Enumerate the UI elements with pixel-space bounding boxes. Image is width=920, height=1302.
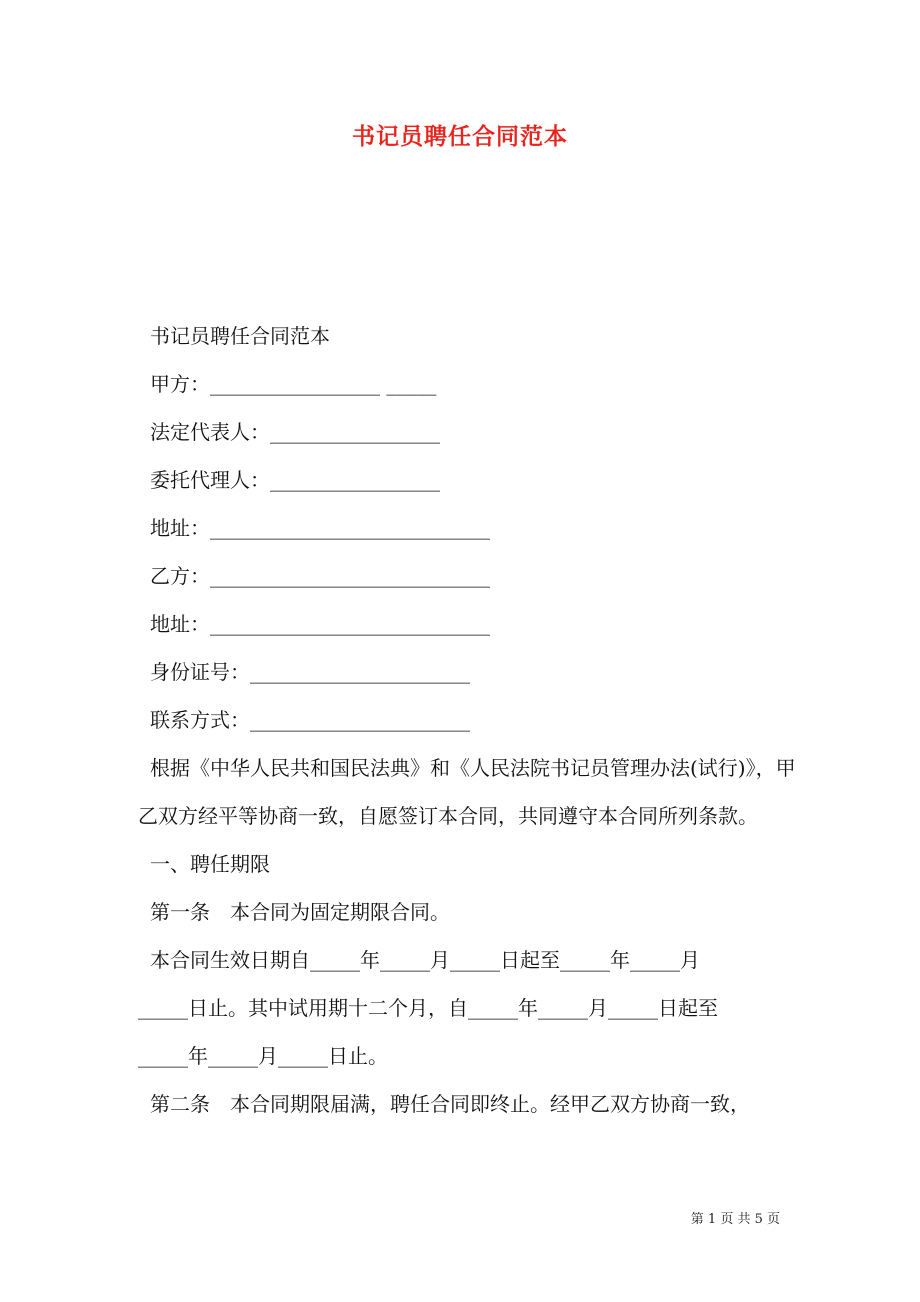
party-a-address-field: 地址：____________________________ <box>150 516 490 540</box>
article-1-detail-line-3: _____年_____月_____日止。 <box>138 1044 388 1068</box>
legal-representative-field: 法定代表人：_________________ <box>150 420 440 444</box>
section-heading-term: 一、聘任期限 <box>150 852 270 876</box>
document-body <box>138 312 798 1128</box>
page-number: 第 1 页 共 5 页 <box>690 1212 780 1227</box>
body-heading: 书记员聘任合同范本 <box>150 324 330 348</box>
party-b-field: 乙方：____________________________ <box>150 564 490 588</box>
id-number-field: 身份证号：______________________ <box>150 660 470 684</box>
party-a-field: 甲方：_________________ _____ <box>150 372 437 396</box>
contact-field: 联系方式：______________________ <box>150 708 470 732</box>
document-title: 书记员聘任合同范本 <box>352 123 568 150</box>
article-1-detail-line-2: _____日止。其中试用期十二个月，自_____年_____月_____日起至 <box>138 996 718 1020</box>
party-b-address-field: 地址：____________________________ <box>150 612 490 636</box>
entrusted-agent-field: 委托代理人：_________________ <box>150 468 440 492</box>
preamble-paragraph: 根据《中华人民共和国民法典》和《人民法院书记员管理办法(试行)》，甲乙双方经平等协商一致，自愿签订本合同，共同遵守本合同所列条款。 <box>138 756 796 828</box>
article-1-detail-line-1: 本合同生效日期自_____年_____月_____日起至_____年_____月 <box>150 948 700 972</box>
article-2: 第二条 本合同期限届满，聘任合同即终止。经甲乙双方协商一致， <box>150 1092 750 1116</box>
article-1: 第一条 本合同为固定期限合同。 <box>150 900 450 924</box>
